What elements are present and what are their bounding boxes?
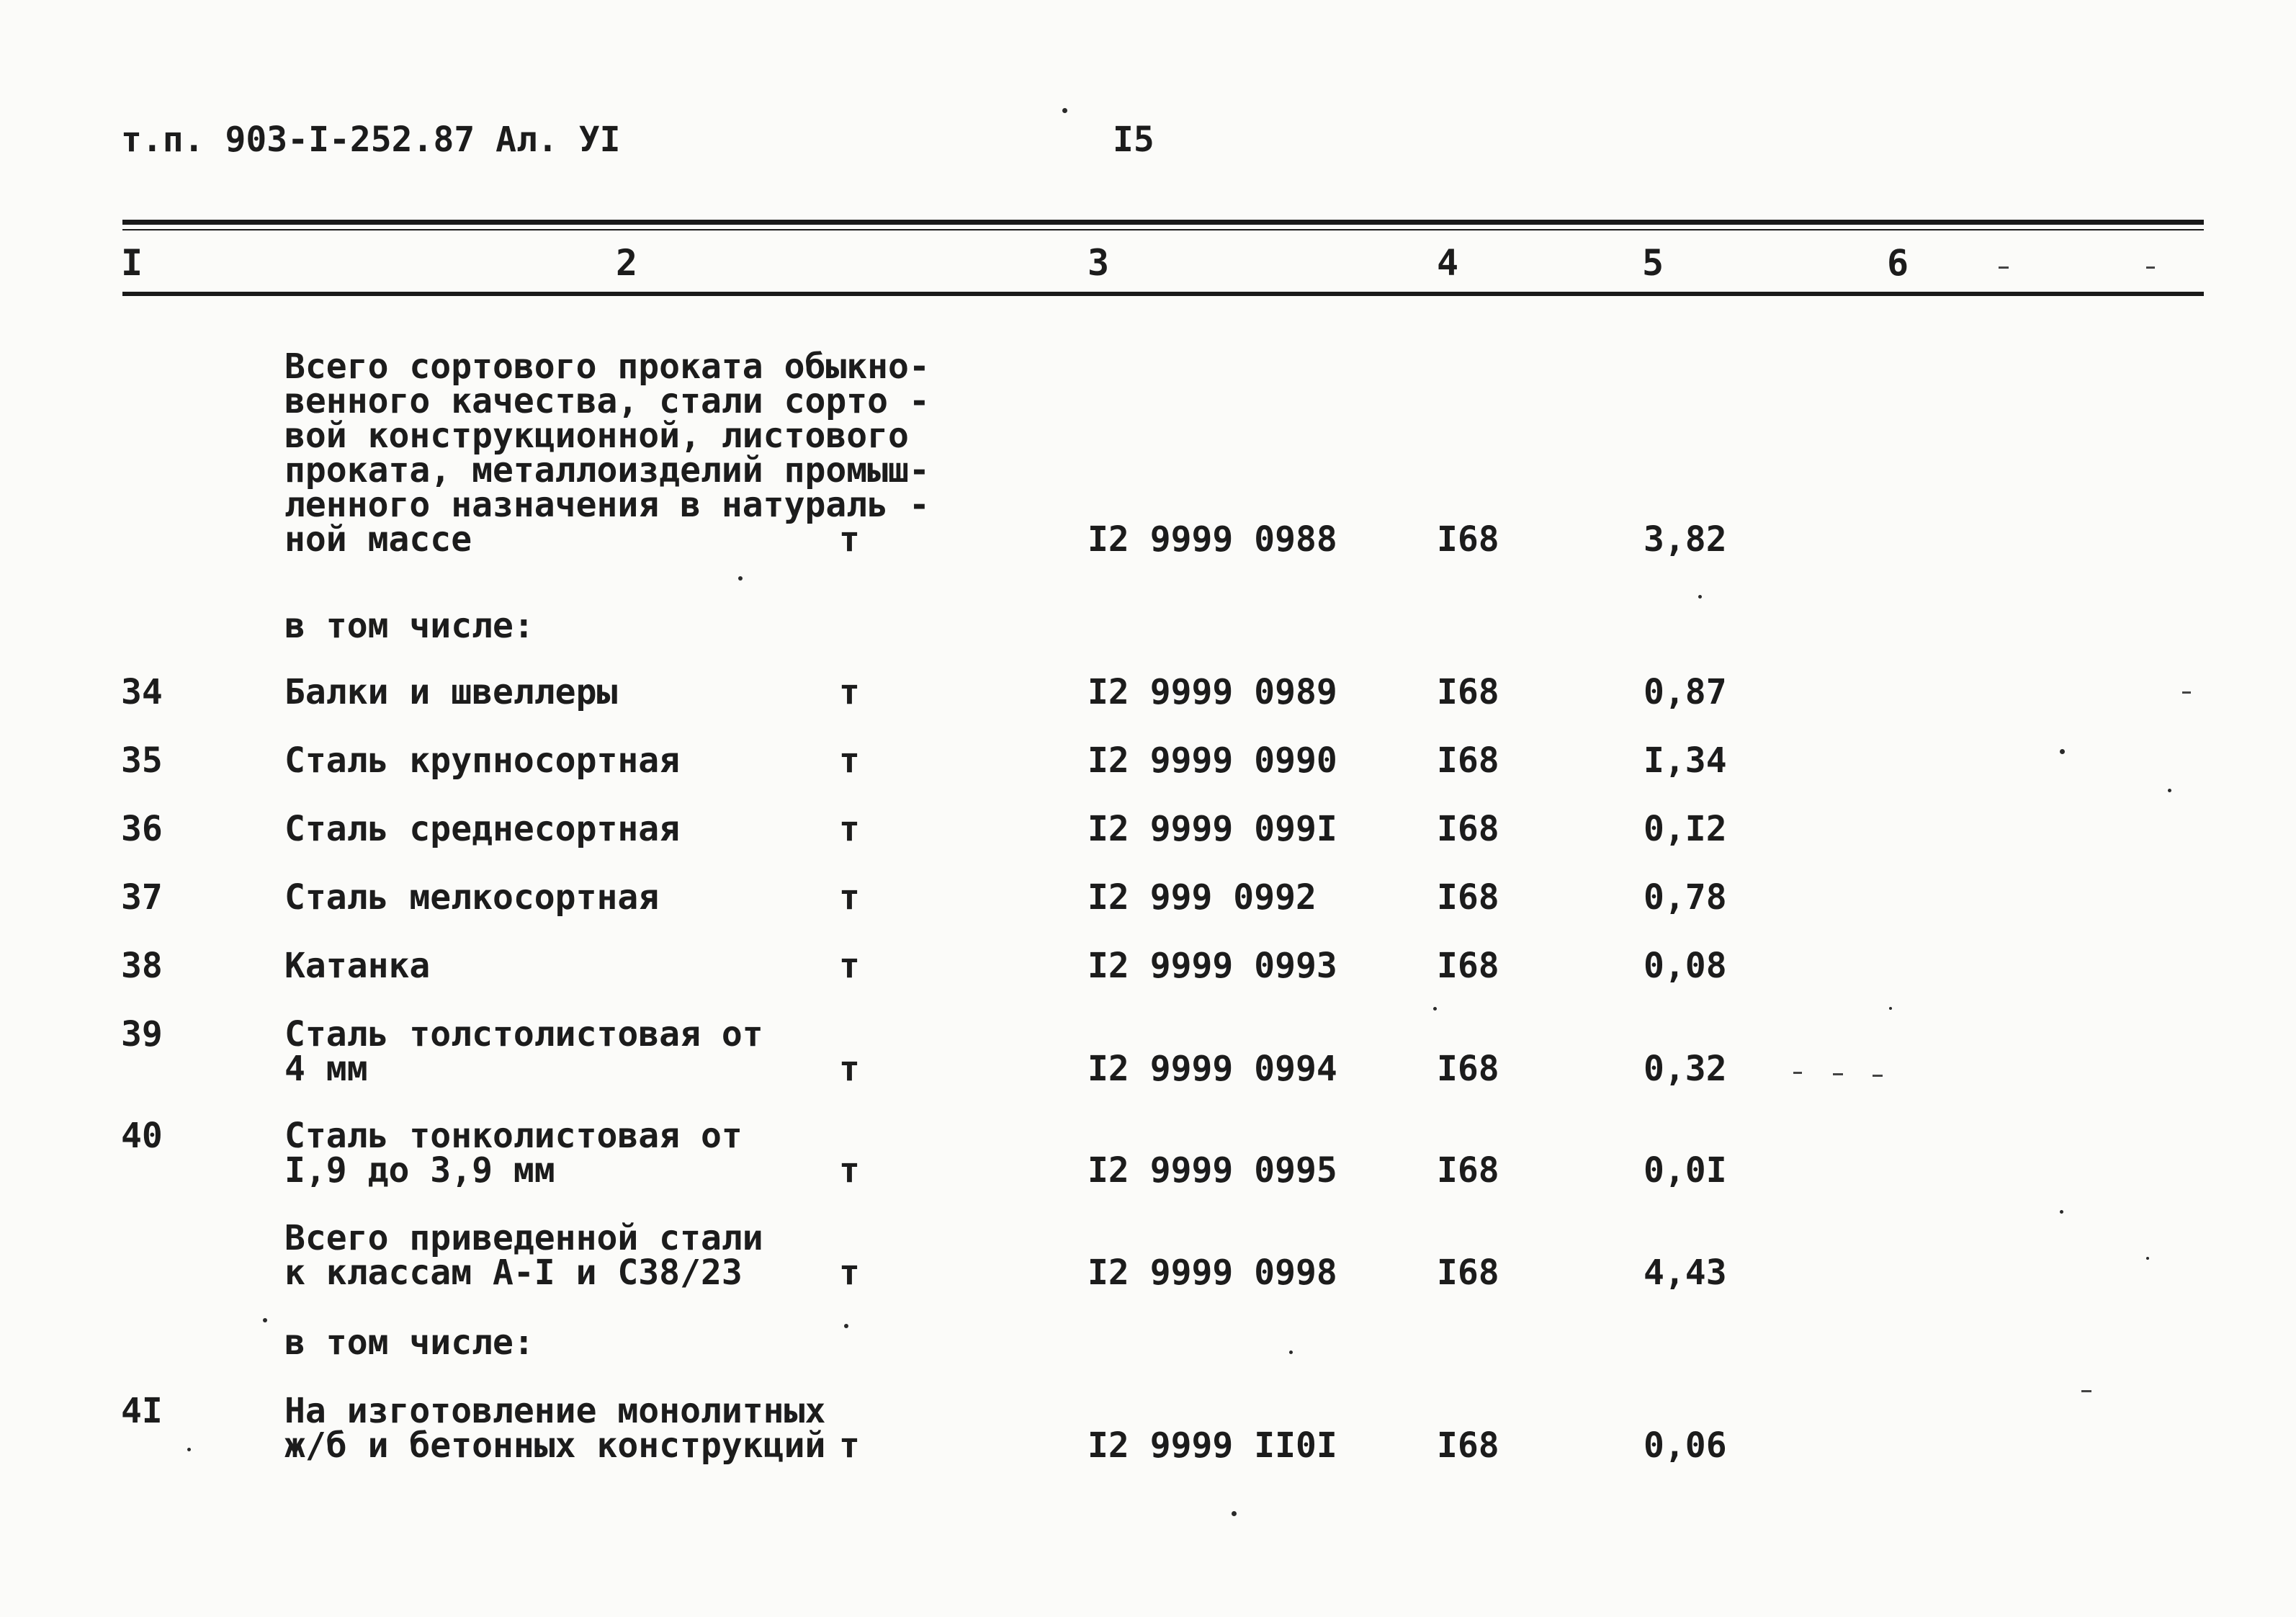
row-col4: I68: [1437, 1049, 1499, 1089]
scan-dash: [1873, 1075, 1883, 1077]
subheading-in-that-number-2: в том числе:: [284, 1322, 534, 1363]
row-col4: I68: [1437, 809, 1499, 849]
scan-dash: [2081, 1390, 2091, 1392]
row-unit: т: [839, 1150, 860, 1191]
scan-speck: [844, 1324, 848, 1328]
scan-speck: [738, 576, 743, 581]
subheading-in-that-number: в том числе:: [284, 606, 534, 646]
row-col5: 0,0I: [1643, 1150, 1727, 1191]
row-col5: 0,87: [1643, 672, 1727, 712]
total-reduced-unit: т: [839, 1253, 860, 1293]
scan-speck: [2060, 749, 2065, 754]
row-code: I2 9999 0995: [1088, 1150, 1337, 1191]
row-number: 40: [121, 1116, 163, 1156]
column-header-5: 5: [1642, 242, 1664, 284]
row-name-line-1: Сталь тонколистовая от: [284, 1116, 743, 1156]
row-number: 34: [121, 672, 163, 712]
row-col4: I68: [1437, 877, 1499, 918]
row-col5: I,34: [1643, 740, 1727, 781]
row-number: 36: [121, 809, 163, 849]
scan-dash: [1999, 266, 2009, 269]
row-code: I2 9999 0994: [1088, 1049, 1337, 1089]
scan-speck: [1289, 1351, 1293, 1354]
top-rule-thin: [122, 229, 2204, 230]
row-name-line-2: I,9 до 3,9 мм: [284, 1150, 555, 1191]
scan-dash: [2146, 266, 2155, 269]
row-number: 39: [121, 1014, 163, 1054]
row-code: I2 9999 0990: [1088, 740, 1337, 781]
row-name: Сталь мелкосортная: [284, 877, 660, 918]
row-col5: 0,08: [1643, 946, 1727, 986]
scan-speck: [1889, 1007, 1892, 1010]
row-name: Катанка: [284, 946, 431, 986]
scan-speck: [187, 1448, 191, 1451]
total-rolled-unit: т: [839, 519, 860, 560]
row-unit: т: [839, 877, 860, 918]
total-reduced-code: I2 9999 0998: [1088, 1253, 1337, 1293]
column-header-rule: [122, 292, 2204, 296]
row-number: 35: [121, 740, 163, 781]
scan-speck: [2168, 789, 2171, 792]
scan-speck: [1698, 595, 1702, 599]
top-rule: [122, 220, 2204, 225]
total-reduced-line-2: к классам А-I и С38/23: [284, 1253, 743, 1293]
row-code: I2 9999 II0I: [1088, 1425, 1337, 1466]
scan-speck: [2060, 1210, 2063, 1214]
total-rolled-col5: 3,82: [1643, 519, 1727, 560]
column-header-6: 6: [1887, 242, 1909, 284]
scan-dash: [1833, 1073, 1843, 1075]
column-header-3: 3: [1088, 242, 1110, 284]
row-col4: I68: [1437, 1150, 1499, 1191]
row-name: Сталь среднесортная: [284, 809, 681, 849]
document-reference: т.п. 903-I-252.87 Ал. УI: [121, 120, 621, 160]
row-name-line-1: Сталь толстолистовая от: [284, 1014, 763, 1054]
scan-speck: [1062, 108, 1067, 113]
row-col5: 0,32: [1643, 1049, 1727, 1089]
row-name: Сталь крупносортная: [284, 740, 681, 781]
row-col4: I68: [1437, 1425, 1499, 1466]
total-rolled-line-6: ной массе: [284, 519, 472, 560]
page-number: I5: [1113, 120, 1154, 160]
row-unit: т: [839, 946, 860, 986]
row-col5: 0,06: [1643, 1425, 1727, 1466]
row-col4: I68: [1437, 946, 1499, 986]
total-rolled-line-4: проката, металлоизделий промыш-: [284, 450, 930, 491]
total-rolled-line-2: венного качества, стали сорто -: [284, 381, 930, 421]
row-name-line-2: 4 мм: [284, 1049, 368, 1089]
row-name-line-2: ж/б и бетонных конструкций: [284, 1425, 826, 1466]
row-col4: I68: [1437, 672, 1499, 712]
total-rolled-line-3: вой конструкционной, листового: [284, 416, 909, 456]
row-unit: т: [839, 740, 860, 781]
total-rolled-code: I2 9999 0988: [1088, 519, 1337, 560]
row-number: 37: [121, 877, 163, 918]
column-header-1: I: [121, 242, 143, 284]
row-col5: 0,I2: [1643, 809, 1727, 849]
column-header-4: 4: [1437, 242, 1459, 284]
row-unit: т: [839, 672, 860, 712]
total-reduced-line-1: Всего приведенной стали: [284, 1218, 763, 1258]
scan-speck: [2146, 1257, 2149, 1260]
row-col5: 0,78: [1643, 877, 1727, 918]
total-rolled-col4: I68: [1437, 519, 1499, 560]
row-unit: т: [839, 1425, 860, 1466]
scan-speck: [1232, 1511, 1237, 1516]
total-reduced-col5: 4,43: [1643, 1253, 1727, 1293]
column-header-2: 2: [616, 242, 638, 284]
row-unit: т: [839, 809, 860, 849]
total-rolled-line-1: Всего сортового проката обыкно-: [284, 346, 930, 387]
total-rolled-line-5: ленного назначения в натураль -: [284, 485, 930, 525]
row-number: 4I: [121, 1391, 163, 1431]
scan-dash: [2182, 691, 2191, 694]
total-reduced-col4: I68: [1437, 1253, 1499, 1293]
row-number: 38: [121, 946, 163, 986]
scan-speck: [1433, 1007, 1437, 1011]
row-col4: I68: [1437, 740, 1499, 781]
row-code: I2 9999 099I: [1088, 809, 1337, 849]
scan-dash: [1793, 1072, 1802, 1074]
row-code: I2 999 0992: [1088, 877, 1317, 918]
row-name-line-1: На изготовление монолитных: [284, 1391, 826, 1431]
row-unit: т: [839, 1049, 860, 1089]
row-code: I2 9999 0989: [1088, 672, 1337, 712]
row-name: Балки и швеллеры: [284, 672, 618, 712]
row-code: I2 9999 0993: [1088, 946, 1337, 986]
scan-speck: [263, 1318, 267, 1322]
